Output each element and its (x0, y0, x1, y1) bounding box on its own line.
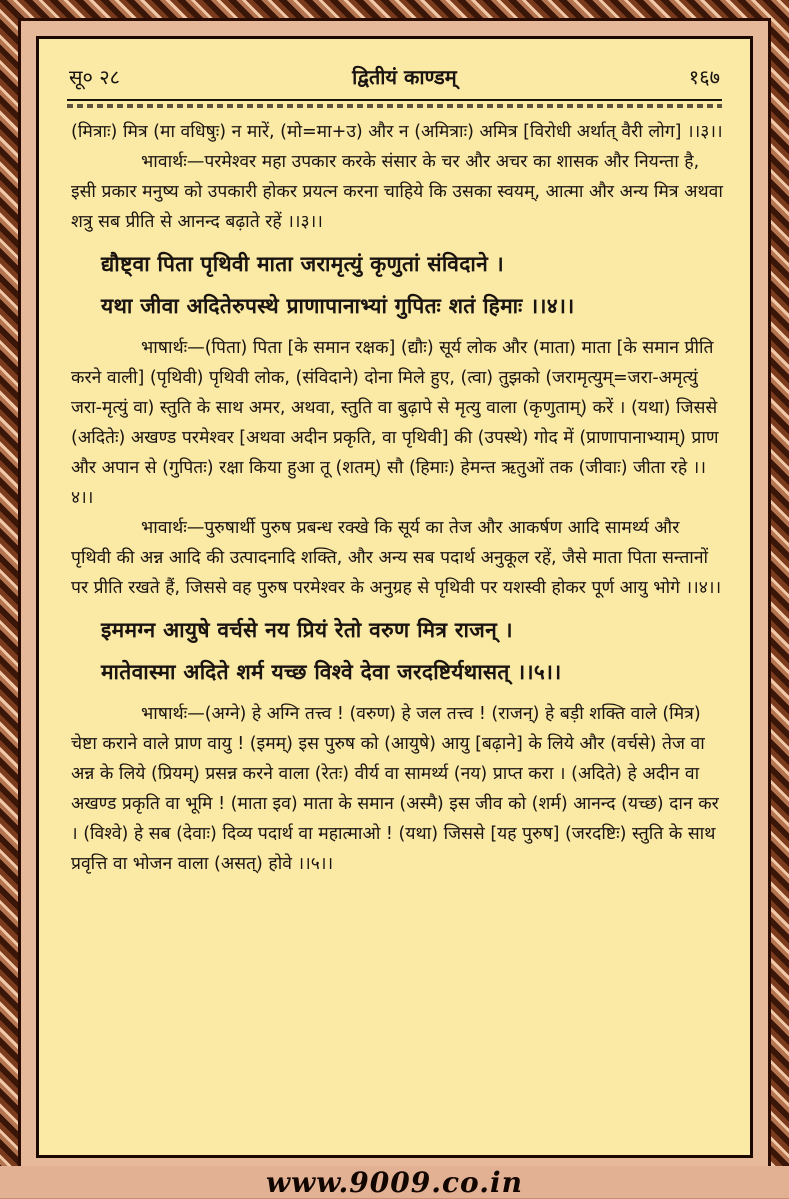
paragraph-bhasharth-4: भाषार्थः—(पिता) पिता [के समान रक्षक] (द्यौः) सूर्य लोक और (माता) माता [के समान प्रीति करने वाली] (पृथिवी) पृथिवी लोक, (संविदाने) दोना मिले हुए, (त्वा) तुझको (जरामृत्युम्=जरा-अमृत्युं जरा-मृत्युं वा) स्तुति के साथ अमर, अथवा, स्तुति वा बुढ़ापे से मृत्यु वाला (कृणुताम्) करें । (यथा) जिससे (अदितेः) अखण्ड परमेश्वर [अथवा अदीन प्रकृति, वा पृथिवी] की (उपस्थे) गोद में (प्राणापानाभ्याम्) प्राण और अपान से (गुपितः) रक्षा किया हुआ तू (शतम्) सौ (हिमाः) हेमन्त ऋतुओं तक (जीवाः) जीता रहे ।।४।। (71, 338, 719, 508)
paragraph-bhavarth-4: भावार्थः—पुरुषार्थी पुरुष प्रबन्ध रक्खे कि सूर्य का तेज और आकर्षण आदि सामर्थ्य और पृथिवी की अन्न आदि की उत्पादनादि शक्ति, और अन्य सब पदार्थ अनुकूल रहें, जैसे माता पिता सन्तानों पर प्रीति रखते हैं, जिससे वह पुरुष परमेश्वर के अनुग्रह से पृथिवी पर यशस्वी होकर पूर्ण आयु भोगे ।।४।। (71, 518, 722, 598)
mantra-4-line-2: यथा जीवा अदितेरुपस्थे प्राणापानाभ्यां गुपितः शतं हिमाः ।।४।। (101, 294, 575, 318)
page-header (69, 59, 720, 93)
page-number: १६७ (688, 64, 720, 89)
paragraph-translation-3: (मित्राः) मित्र (मा वधिषुः) न मारें, (मो=मा+उ) और न (अमित्राः) अमित्र [विरोधी अर्थात् वैरी लोग] ।।३।। (71, 122, 723, 142)
header-rule (67, 99, 722, 107)
page-body (71, 117, 724, 879)
paragraph-bhasharth-5: भाषार्थः—(अग्ने) हे अग्नि तत्त्व ! (वरुण) हे जल तत्त्व ! (राजन्) हे बड़ी शक्ति वाले (मित्र) चेष्टा कराने वाले प्राण वायु ! (इमम्) इस पुरुष को (आयुषे) आयु [बढ़ाने] के लिये और (वर्चसे) तेज वा अन्न के लिये (प्रियम्) प्रसन्न करने वाला (रेतः) वीर्य वा सामर्थ्य (नय) प्राप्त करा । (अदिते) हे अदीन वा अखण्ड प्रकृति वा भूमि ! (माता इव) माता के समान (अस्मै) इस जीव को (शर्म) आनन्द (यच्छ) दान कर । (विश्वे) हे सब (देवाः) दिव्य पदार्थ वा महात्माओ ! (यथा) जिससे [यह पुरुष] (जरदष्टिः) स्तुति के साथ प्रवृत्ति वा भोजन वाला (असत्) होवे ।।५।। (71, 704, 719, 874)
website-footer: www.9009.co.in (0, 1166, 789, 1198)
sutra-number: सू० २८ (69, 64, 121, 89)
book-page (36, 36, 753, 1158)
mantra-4-line-1: द्यौष्ट्वा पिता पृथिवी माता जरामृत्युं कृणुतां संविदाने । (101, 252, 504, 276)
mantra-5-line-1: इममग्न आयुषे वर्चसे नय प्रियं रेतो वरुण मित्र राजन् । (101, 618, 513, 642)
paragraph-bhavarth-3: भावार्थः—परमेश्वर महा उपकार करके संसार के चर और अचर का शासक और नियन्ता है, इसी प्रकार मनुष्य को उपकारी होकर प्रयत्न करना चाहिये कि उसका स्वयम्, आत्मा और अन्य मित्र अथवा शत्रु सब प्रीति से आनन्द बढ़ाते रहें ।।३।। (71, 152, 723, 232)
mantra-5-line-2: मातेवास्मा अदिते शर्म यच्छ विश्वे देवा जरदष्टिर्यथासत् ।।५।। (101, 660, 562, 684)
page-title: द्वितीयं काण्डम् (352, 64, 457, 89)
